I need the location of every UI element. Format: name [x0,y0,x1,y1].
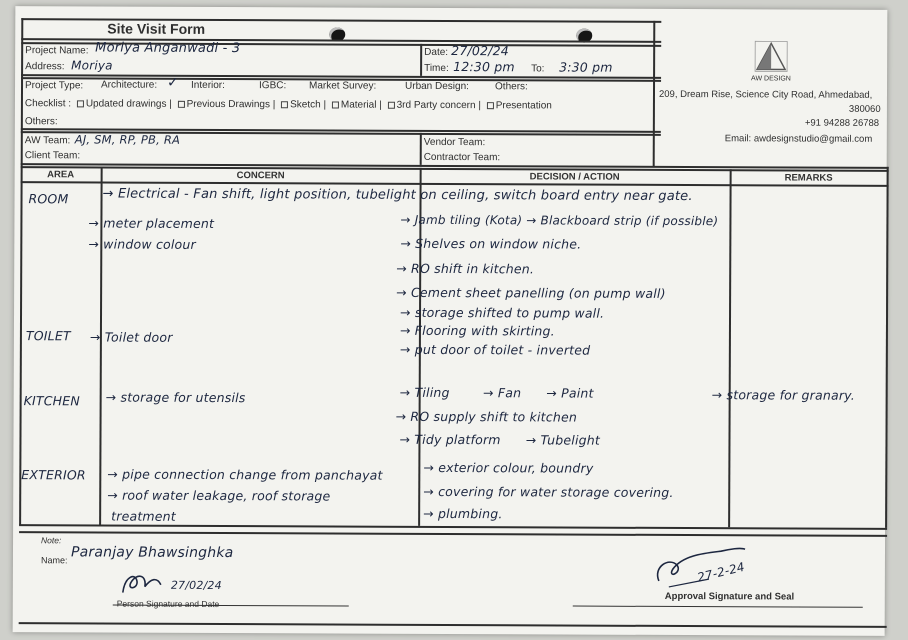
company-phone: +91 94288 26788 [804,117,880,129]
concern-item: → Electrical - Fan shift, light position, tubelight on ceiling, switch board entry near gate. [102,186,693,205]
date-value[interactable]: 27/02/24 [451,43,509,59]
note-label: Note: [41,535,62,546]
company-email[interactable]: Email: awdesignstudio@gmail.com [724,133,873,145]
name-label: Name: [40,555,68,566]
decision-item: → Tiling → Fan → Paint [399,384,594,401]
decision-item: → Flooring with skirting. [399,322,555,339]
checklist-row: Checklist : Updated drawings | Previous Drawings | Sketch | Material | 3rd Party concern | Presentation [24,98,552,112]
concern-item: treatment [111,508,176,524]
project-type-urban-design[interactable]: Urban Design: [404,80,469,93]
header-decision-action: DECISION / ACTION [529,171,620,183]
date-label: Date: [424,46,449,58]
site-visit-form-sheet [13,6,888,636]
checklist-item: Presentation [495,100,552,112]
checkbox-icon[interactable] [388,102,395,109]
approval-signature-date: 27-2-24 [695,559,747,585]
decision-item: → Cement sheet panelling (on pump wall) [396,284,666,301]
project-type-market-survey[interactable]: Market Survey: [309,80,377,92]
architecture-check-mark: ✓ [167,74,180,91]
project-type-label: Project Type: [24,80,84,92]
header-area: AREA [47,169,75,181]
decision-item: → RO shift in kitchen. [396,260,535,277]
aw-design-logo [753,39,789,73]
checkbox-icon[interactable] [487,102,494,109]
concern-item: → roof water leakage, roof storage [107,487,331,504]
area-exterior: EXTERIOR [21,467,86,483]
to-value[interactable]: 3:30 pm [559,59,613,75]
decision-item: → put door of toilet - inverted [399,341,591,358]
company-logo-text: AW DESIGN [751,75,791,83]
others-label: Others: [24,116,58,128]
client-team-label: Client Team: [24,150,81,162]
checkbox-icon[interactable] [77,100,84,107]
checkbox-icon[interactable] [281,101,288,108]
concern-item: → meter placement [88,215,215,231]
decision-item: → exterior colour, boundry [423,459,594,476]
decision-item: → Shelves on window niche. [400,235,582,252]
concern-item: → Toilet door [89,329,173,345]
contractor-team-label: Contractor Team: [423,151,501,164]
header-concern: CONCERN [236,170,285,182]
concern-item: → storage for utensils [105,389,246,406]
decision-item: → covering for water storage covering. [423,483,674,500]
checklist-item: Updated drawings [85,98,167,110]
project-name-label: Project Name: [25,45,89,57]
name-value[interactable]: Paranjay Bhawsinghka [70,544,234,562]
decision-item: → plumbing. [423,505,503,522]
concern-item: → window colour [88,236,196,252]
checklist-item: Previous Drawings [186,98,271,111]
aw-team-value[interactable]: AJ, SM, RP, PB, RA [74,132,181,147]
address-label: Address: [25,61,65,73]
project-name-value[interactable]: Moriya Anganwadi - 3 [95,40,241,57]
company-address-line1: 209, Dream Rise, Science City Road, Ahmedabad, [658,88,873,101]
concern-item: → pipe connection change from panchayat [107,466,383,483]
project-type-others[interactable]: Others: [494,81,528,93]
checklist-item: Sketch [290,99,321,111]
person-signature-image [117,569,167,599]
project-type-interior[interactable]: Interior: [191,79,225,92]
checkbox-icon[interactable] [178,101,185,108]
vendor-team-label: Vendor Team: [423,136,486,149]
person-signature-label: Person Signature and Date [116,598,220,609]
person-signature-date: 27/02/24 [170,578,222,593]
area-kitchen: KITCHEN [23,393,80,409]
approval-signature-label: Approval Signature and Seal [664,590,795,603]
area-room: ROOM [28,191,69,207]
form-title: Site Visit Form [107,20,206,37]
decision-item: → storage shifted to pump wall. [400,304,605,321]
checklist-label: Checklist : [24,98,72,110]
time-label: Time: [424,62,449,74]
aw-team-label: AW Team: [24,135,71,147]
address-value[interactable]: Moriya [71,58,113,73]
to-label: To: [531,63,545,75]
decision-item: → RO supply shift to kitchen [395,408,578,425]
header-remarks: REMARKS [784,172,833,184]
project-type-igbc[interactable]: IGBC: [259,80,287,92]
checklist-item: 3rd Party concern [396,99,476,112]
project-type-architecture[interactable]: Architecture: [101,79,158,91]
checklist-item: Material [340,99,377,111]
decision-item: → Jamb tiling (Kota) → Blackboard strip (if possible) [400,212,719,229]
checkbox-icon[interactable] [332,101,339,108]
time-value[interactable]: 12:30 pm [453,59,515,75]
area-toilet: TOILET [25,328,71,344]
decision-item: → Tidy platform → Tubelight [399,431,601,448]
company-address-line2: 380060 [848,103,881,115]
remark-item: → storage for granary. [711,387,856,403]
